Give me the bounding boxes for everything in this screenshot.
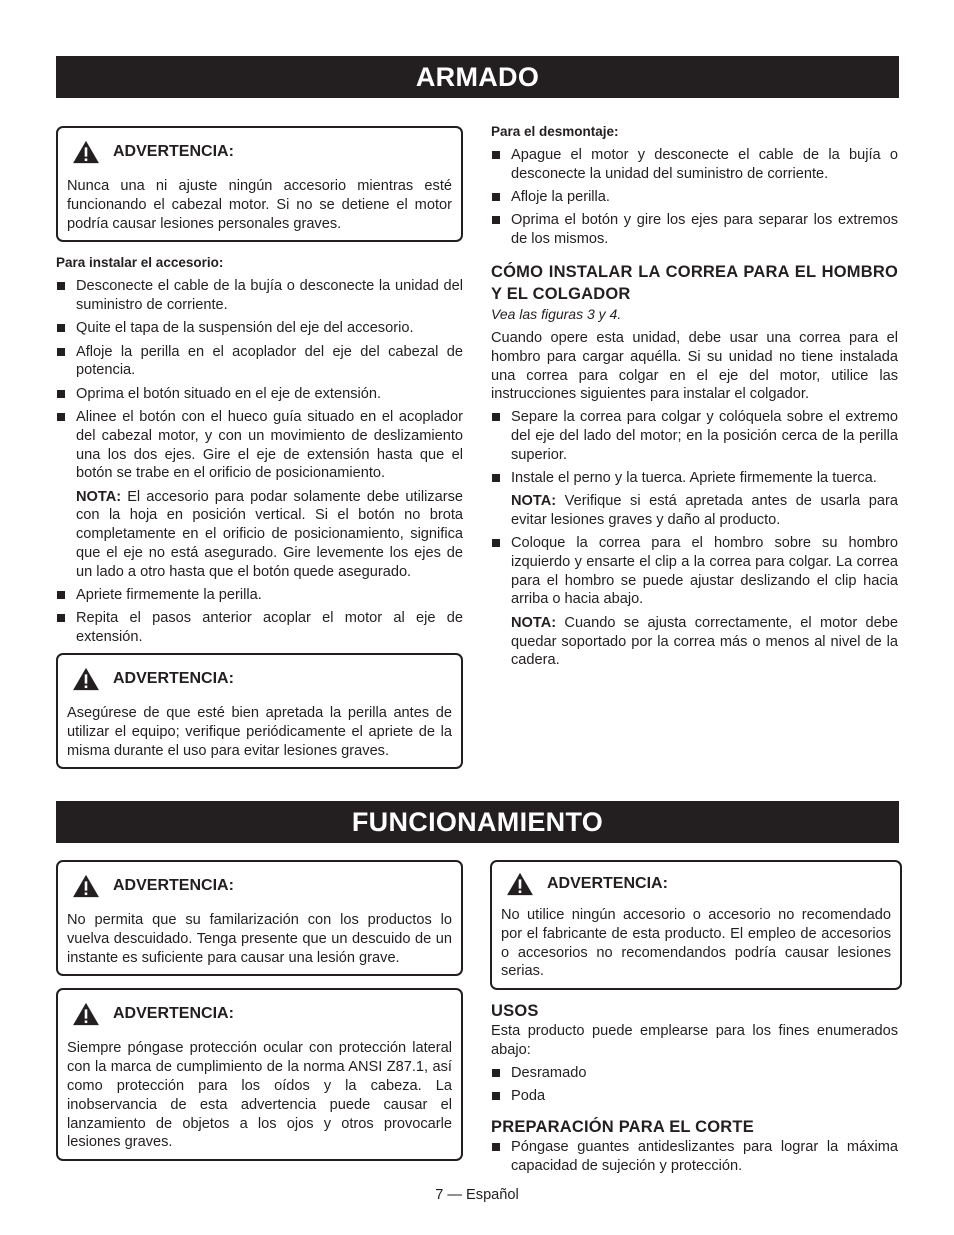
warning-title: ADVERTENCIA: — [113, 669, 234, 687]
removal-heading: Para el desmontaje: — [491, 124, 619, 139]
list-item: Apriete firmemente la perilla. — [56, 586, 463, 605]
list-item: Quite el tapa de la suspensión del eje del accesorio. — [56, 319, 463, 338]
warning-header — [71, 140, 452, 164]
note-label: NOTA: — [511, 493, 557, 510]
list-item: Oprima el botón situado en el eje de extensión. — [56, 385, 463, 404]
strap-heading: CÓMO INSTALAR LA CORREA PARA EL HOMBRO Y EL COLGADOR — [491, 263, 898, 304]
warning-triangle-icon — [505, 872, 535, 896]
list-item: Coloque la correa para el hombro sobre su hombro izquierdo y ensarte el clip a la correa para colgar. La correa para el hombro se puede ajustar deslizando el clip hacia arriba o hacia abajo. — [491, 534, 898, 609]
warning-text: No permita que su familarización con los productos lo vuelva descuidado. Tenga presente que un descuido de un instante es suficiente para causar una lesión grave. — [67, 912, 452, 966]
armado-right-column — [491, 123, 898, 674]
list-item: Desconecte el cable de la bujía o desconecte la unidad del suministro de corriente. — [56, 277, 463, 315]
warning-triangle-icon — [71, 1002, 101, 1026]
uses-list — [491, 1064, 898, 1106]
section-title-funcionamiento: FUNCIONAMIENTO — [56, 801, 899, 843]
install-heading: Para instalar el accesorio: — [56, 255, 224, 271]
removal-list — [491, 146, 898, 249]
uses-heading: USOS — [491, 1002, 539, 1021]
list-item: Póngase guantes antideslizantes para lograr la máxima capacidad de sujeción y protección. — [491, 1138, 898, 1176]
funcionamiento-right-column — [491, 860, 898, 1180]
list-item: Afloje la perilla en el acoplador del eje del cabezal de potencia. — [56, 343, 463, 381]
page-footer: 7 — Español — [435, 1187, 519, 1203]
warning-title: ADVERTENCIA: — [113, 142, 234, 160]
warning-box — [56, 860, 463, 976]
list-item: Poda — [491, 1087, 898, 1106]
install-note — [76, 488, 463, 582]
note-label: NOTA: — [76, 488, 122, 505]
list-item: Separe la correa para colgar y colóquela sobre el extremo del eje del lado del motor; en la posición cerca de la perilla superior. — [491, 408, 898, 464]
list-item: Desramado — [491, 1064, 898, 1083]
warning-triangle-icon — [71, 667, 101, 691]
list-item: Alinee el botón con el hueco guía situado en el acoplador del cabezal motor, y con un movimiento de deslizamiento una los dos ejes. Gire el eje de extensión hasta que el botón se trabe en el orificio de posicionamiento. — [56, 408, 463, 483]
list-item: Repita el pasos anterior acoplar el motor al eje de extensión. — [56, 609, 463, 647]
strap-list-2 — [491, 534, 898, 609]
strap-intro: Cuando opere esta unidad, debe usar una correa para el hombro para cargar aquélla. Si su unidad no tiene instalada una correa para colgar en el eje del motor, utilice las instrucciones siguientes para instalar el colgador. — [491, 330, 898, 403]
warning-box — [56, 988, 463, 1161]
prep-list — [491, 1138, 898, 1176]
warning-header — [71, 1002, 452, 1026]
warning-header — [71, 667, 452, 691]
warning-title: ADVERTENCIA: — [113, 876, 234, 894]
note-text: Verifique si está apretada antes de usarla para evitar lesiones graves y daño al producto. — [511, 493, 898, 529]
prep-heading: PREPARACIÓN PARA EL CORTE — [491, 1118, 754, 1137]
warning-title: ADVERTENCIA: — [113, 1004, 234, 1022]
list-item: Afloje la perilla. — [491, 188, 898, 207]
warning-triangle-icon — [71, 140, 101, 164]
list-item: Instale el perno y la tuerca. Apriete firmemente la tuerca. — [491, 469, 898, 488]
warning-header — [71, 874, 452, 898]
warning-title: ADVERTENCIA: — [547, 874, 668, 892]
strap-note-1 — [511, 492, 898, 530]
list-item: Oprima el botón y gire los ejes para separar los extremos de los mismos. — [491, 211, 898, 249]
note-text: Cuando se ajusta correctamente, el motor debe quedar soportado por la correa más o menos al nivel de la cadera. — [511, 614, 898, 669]
warning-box — [56, 126, 463, 242]
warning-text: No utilice ningún accesorio o accesorio no recomendado por el fabricante de esta producto. El empleo de accesorios o accesorios no recomendandos podría causar lesiones serias. — [501, 907, 891, 980]
install-list — [56, 277, 463, 483]
armado-left-column — [56, 126, 463, 777]
section-title-armado: ARMADO — [56, 56, 899, 98]
warning-triangle-icon — [71, 874, 101, 898]
warning-text: Asegúrese de que esté bien apretada la perilla antes de utilizar el equipo; verifique periódicamente el apriete de la misma durante el uso para evitar lesiones graves. — [67, 705, 452, 759]
install-list-2 — [56, 586, 463, 647]
funcionamiento-left-column — [56, 860, 463, 1169]
warning-header — [505, 872, 891, 896]
strap-note-2 — [511, 614, 898, 670]
warning-box — [56, 653, 463, 769]
figure-reference: Vea las figuras 3 y 4. — [491, 306, 622, 323]
note-label: NOTA: — [511, 614, 557, 631]
strap-list — [491, 408, 898, 488]
warning-text: Nunca una ni ajuste ningún accesorio mientras esté funcionando el cabezal motor. Si no se detiene el motor podría causar lesiones personales graves. — [67, 178, 452, 232]
uses-intro: Esta producto puede emplearse para los fines enumerados abajo: — [491, 1023, 898, 1058]
note-text: El accesorio para podar solamente debe utilizarse con la hoja en posición vertical. Si el botón no brota completamente en el orificio de posicionamiento, significa que el eje no está asegurado. Gire levemente los ejes de un lado a otro hasta que el botón quede asegurado. — [76, 488, 463, 580]
list-item: Apague el motor y desconecte el cable de la bujía o desconecte la unidad del suministro de corriente. — [491, 146, 898, 184]
warning-box — [490, 860, 902, 990]
warning-text: Siempre póngase protección ocular con protección lateral con la marca de cumplimiento de la norma ANSI Z87.1, así como protección para los oídos y la cabeza. La inobservancia de esta advertencia puede causar el lanzamiento de objetos a los ojos y otros provocarle lesiones graves. — [67, 1040, 452, 1151]
